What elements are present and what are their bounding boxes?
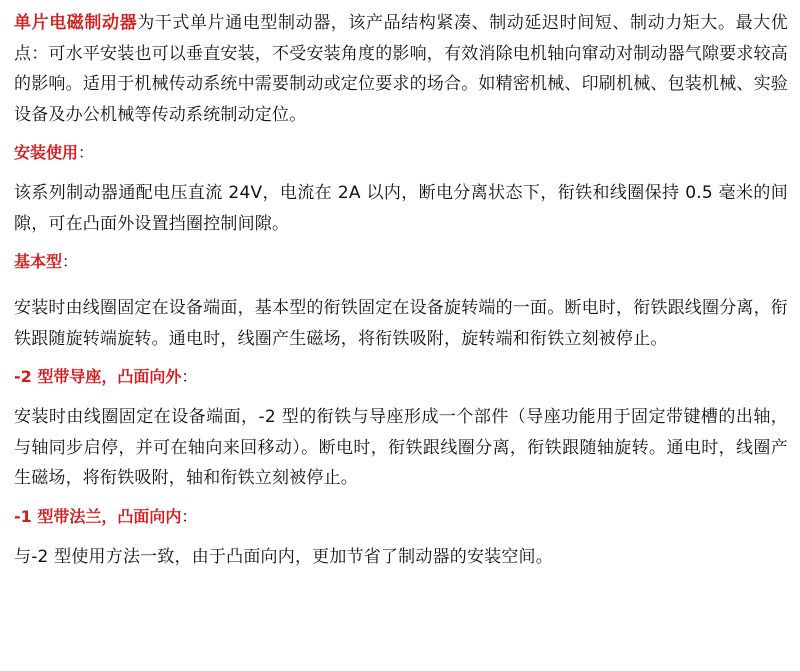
section-title: -1 型带法兰，凸面向内 bbox=[14, 506, 182, 526]
intro-text: 为干式单片通电型制动器，该产品结构紧凑、制动延迟时间短、制动力矩大。最大优点：可水平安装也可以垂直安装，不受安装角度的影响，有效消除电机轴向窜动对制动器气隙要求较高的影响。适用于机械传动系统中需要制动或定位要求的场合。如精密机械、印刷机械、包装机械、实验设备及办公机械等传动系统制动定位。 bbox=[14, 13, 788, 125]
section-colon: ： bbox=[181, 367, 198, 386]
intro-paragraph bbox=[14, 8, 788, 130]
section-colon: ： bbox=[78, 143, 95, 162]
section-heading-type-2 bbox=[14, 364, 788, 390]
section-title: 安装使用 bbox=[14, 143, 79, 162]
section-colon: ： bbox=[62, 252, 79, 271]
product-name: 单片电磁制动器 bbox=[14, 13, 138, 33]
section-body-installation: 该系列制动器通配电压直流 24V，电流在 2A 以内，断电分离状态下，衔铁和线圈保持 0.5 毫米的间隙，可在凸面外设置挡圈控制间隙。 bbox=[14, 183, 788, 234]
section-heading-installation bbox=[14, 140, 788, 166]
section-heading-basic-type bbox=[14, 249, 788, 275]
section-colon: ： bbox=[181, 506, 198, 526]
section-title: -2 型带导座，凸面向外 bbox=[14, 367, 182, 386]
section-body-type-2: 安装时由线圈固定在设备端面，-2 型的衔铁与导座形成一个部件（导座功能用于固定带键槽的出轴，与轴同步启停，并可在轴向来回移动）。断电时，衔铁跟线圈分离，衔铁跟随轴旋转。通电时，线圈产生磁场，将衔铁吸附，轴和衔铁立刻被停止。 bbox=[14, 407, 788, 488]
section-title: 基本型 bbox=[14, 252, 63, 271]
section-body-basic-type: 安装时由线圈固定在设备端面，基本型的衔铁固定在设备旋转端的一面。断电时，衔铁跟线圈分离，衔铁跟随旋转端旋转。通电时，线圈产生磁场，将衔铁吸附，旋转端和衔铁立刻被停止。 bbox=[14, 298, 788, 349]
section-heading-type-1 bbox=[14, 504, 788, 530]
section-body-type-1: 与-2 型使用方法一致，由于凸面向内，更加节省了制动器的安装空间。 bbox=[14, 546, 553, 567]
